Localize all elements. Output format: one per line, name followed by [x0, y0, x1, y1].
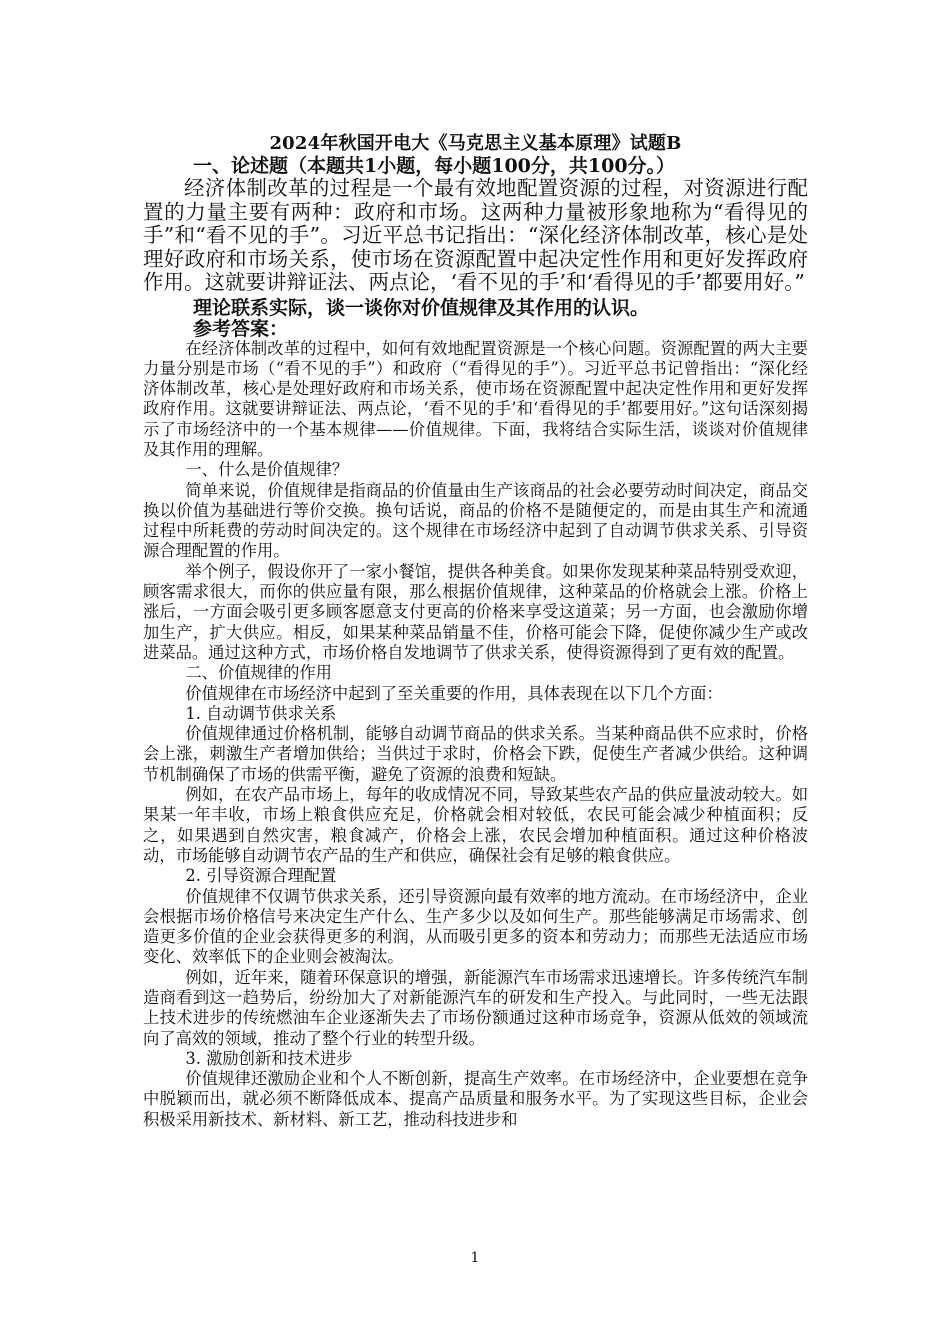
- answer-paragraph: 在经济体制改革的过程中，如何有效地配置资源是一个核心问题。资源配置的两大主要力量分别是市场（“看不见的手”）和政府（“看得见的手”）。习近平总书记曾指出：“深化经济体制改革，核心是处理好政府和市场关系，使市场在资源配置中起决定性作用和更好发挥政府作用。这就要讲辩证法、两点论，‘看不见的手’和‘看得见的手’都要用好。”这句话深刻揭示了市场经济中的一个基本规律——价值规律。下面，我将结合实际生活，谈谈对价值规律及其作用的理解。: [143, 338, 808, 459]
- question-text: 经济体制改革的过程是一个最有效地配置资源的过程，对资源进行配置的力量主要有两种：政府和市场。这两种力量被形象地称为“看得见的手”和“看不见的手”。习近平总书记指出：“深化经济体制改革，核心是处理好政府和市场关系，使市场在资源配置中起决定性作用和更好发挥政府作用。这就要讲辩证法、两点论，‘看不见的手’和‘看得见的手’都要用好。”: [143, 176, 808, 294]
- question-instruction: 理论联系实际，谈一谈你对价值规律及其作用的认识。: [193, 296, 650, 319]
- page-content: [143, 133, 808, 1130]
- answer-paragraph: 举个例子，假设你开了一家小餐馆，提供各种美食。如果你发现某种菜品特别受欢迎，顾客需求很大，而你的供应量有限，那么根据价值规律，这种菜品的价格就会上涨。价格上涨后，一方面会吸引更多顾客愿意支付更高的价格来享受这道菜；另一方面，也会激励你增加生产，扩大供应。相反，如果某种菜品销量不佳，价格可能会下降，促使你减少生产或改进菜品。通过这种方式，市场价格自发地调节了供求关系，使得资源得到了更有效的配置。: [143, 561, 808, 662]
- answer-paragraph: 价值规律不仅调节供求关系，还引导资源向最有效率的地方流动。在市场经济中，企业会根据市场价格信号来决定生产什么、生产多少以及如何生产。那些能够满足市场需求、创造更多价值的企业会获得更多的利润，从而吸引更多的资本和劳动力；而那些无法适应市场变化、效率低下的企业则会被淘汰。: [143, 886, 808, 967]
- answer-paragraph: 价值规律还激励企业和个人不断创新，提高生产效率。在市场经济中，企业要想在竞争中脱颖而出，就必须不断降低成本、提高产品质量和服务水平。为了实现这些目标，企业会积极采用新技术、新材料、新工艺，推动科技进步和: [143, 1069, 808, 1129]
- answer-subheading: 二、价值规律的作用: [185, 663, 332, 683]
- answer-list-heading: 3. 激励创新和技术进步: [185, 1048, 353, 1068]
- page-number: 1: [470, 1250, 480, 1266]
- answer-paragraph: 价值规律通过价格机制，能够自动调节商品的供求关系。当某种商品供不应求时，价格会上涨，刺激生产者增加供给；当供过于求时，价格会下跌，促使生产者减少供给。这种调节机制确保了市场的供需平衡，避免了资源的浪费和短缺。: [143, 724, 808, 784]
- answer-paragraph: 价值规律在市场经济中起到了至关重要的作用，具体表现在以下几个方面：: [185, 683, 723, 703]
- answer-list-heading: 2. 引导资源合理配置: [185, 866, 337, 886]
- answer-label: 参考答案：: [193, 317, 289, 340]
- answer-paragraph: 例如，在农产品市场上，每年的收成情况不同，导致某些农产品的供应量波动较大。如果某一年丰收，市场上粮食供应充足，价格就会相对较低，农民可能会减少种植面积；反之，如果遇到自然灾害，粮食减产，价格会上涨，农民会增加种植面积。通过这种价格波动，市场能够自动调节农产品的生产和供应，确保社会有足够的粮食供应。: [143, 785, 808, 865]
- section-heading: 一、论述题（本题共1小题，每小题100分，共100分。）: [193, 155, 676, 177]
- answer-paragraph: 简单来说，价值规律是指商品的价值量由生产该商品的社会必要劳动时间决定，商品交换以价值为基础进行等价交换。换句话说，商品的价格不是随便定的，而是由其生产和流通过程中所耗费的劳动时间决定的。这个规律在市场经济中起到了自动调节供求关系、引导资源合理配置的作用。: [143, 480, 808, 561]
- answer-subheading: 一、什么是价值规律？: [185, 460, 349, 480]
- answer-paragraph: 例如，近年来，随着环保意识的增强，新能源汽车市场需求迅速增长。许多传统汽车制造商看到这一趋势后，纷纷加大了对新能源汽车的研发和生产投入。与此同时，一些无法跟上技术进步的传统燃油车企业逐渐失去了市场份额通过这种市场竞争，资源从低效的领域流向了高效的领域，推动了整个行业的转型升级。: [143, 967, 808, 1048]
- answer-list-heading: 1. 自动调节供求关系: [185, 703, 337, 723]
- document-title: 2024年秋国开电大《马克思主义基本原理》试题B: [269, 133, 682, 154]
